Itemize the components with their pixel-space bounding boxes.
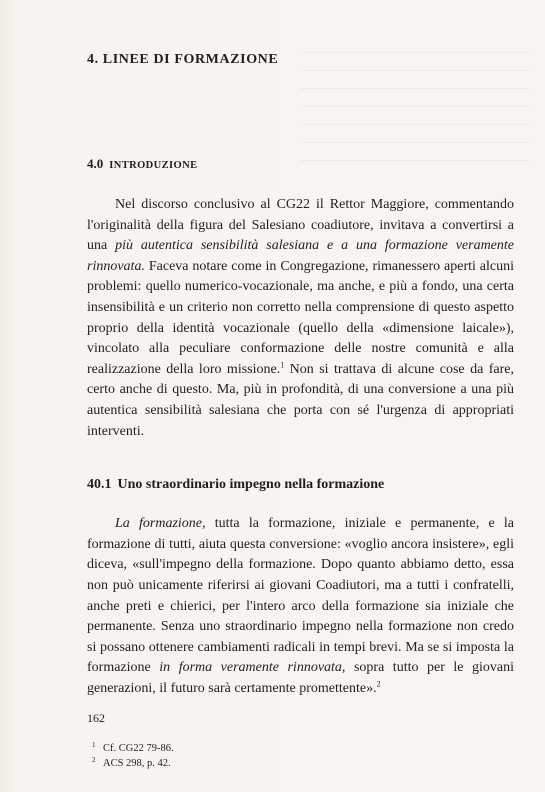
text-run: tutta la formazione, iniziale e permanente, e la formazione di tutti, aiuta questa conversione: «voglio ancora insistere», egli diceva, «sull'impegno della formazione. Dopo quanto abbiamo detto, essa non può unicamente riferirsi ai giovani Coadiutori, ma a tutti i confratelli, anche preti e chierici, per l'intero arco della formazione sia iniziale che permanente. Senza uno straordinario impegno nella formazione non credo si possano ottenere cambiamenti radicali in tempi brevi. Ma se si imposta la formazione [87,516,514,676]
text-run: sopra tutto per le giovani generazioni, il futuro sarà certamente promettente». [87,660,515,696]
text-run: Nel discorso conclusivo al CG22 il Rettor Maggiore, commentando l'originalità della figura del Salesiano coadiutore, invitava a convertirsi a una [87,197,514,254]
footnote-item [87,741,514,756]
footnote-item [87,756,514,771]
italic-text-run: più autentica sensibilità salesiana e a una formazione veramente rinnovata. [87,238,515,274]
paragraph-formation [87,514,514,699]
page-content [87,50,514,771]
italic-text-run: La formazione, [115,516,206,532]
footnote-text: Cf. CG22 79-86. [103,743,174,755]
section-title: INTRODUZIONE [109,160,198,171]
footnote-mark: 1 [92,741,96,750]
footnote-reference: 2 [376,679,381,689]
footnotes [87,741,514,771]
text-run: Faceva notare come in Congregazione, rimanessero aperti alcuni problemi: quello numerico-vocazionale, ma anche, e più a fondo, una certa insensibilità e un criterio non corretto nella comprensione di questo aspetto proprio della identità vocazionale (quello della «dimensione laicale»), vincolato alla peculiare conformazione delle nostre comunità e alla realizzazione della loro missione. [87,258,514,377]
footnote-mark: 2 [92,756,96,765]
section-number: 40.1 [87,477,112,493]
paragraph-introduction [87,195,514,442]
italic-text-run: in forma veramente rinnovata, [159,660,346,676]
text-run: Non si trattava di alcune cose da fare, certo anche di questo. Ma, più in profondità, di una conversione a una più autentica sensibilità salesiana che porta con sé l'urgenza di appropriati interventi. [87,361,514,439]
footnote-reference: 1 [280,360,285,370]
chapter-title: 4. LINEE DI FORMAZIONE [87,52,279,67]
footnote-text: ACS 298, p. 42. [103,758,171,770]
section-number: 4.0 [87,156,104,171]
section-heading-introduction [87,155,514,175]
section-heading-formation [87,475,514,495]
section-title: Uno straordinario impegno nella formazione [117,477,385,493]
page-number: 162 [87,711,105,725]
